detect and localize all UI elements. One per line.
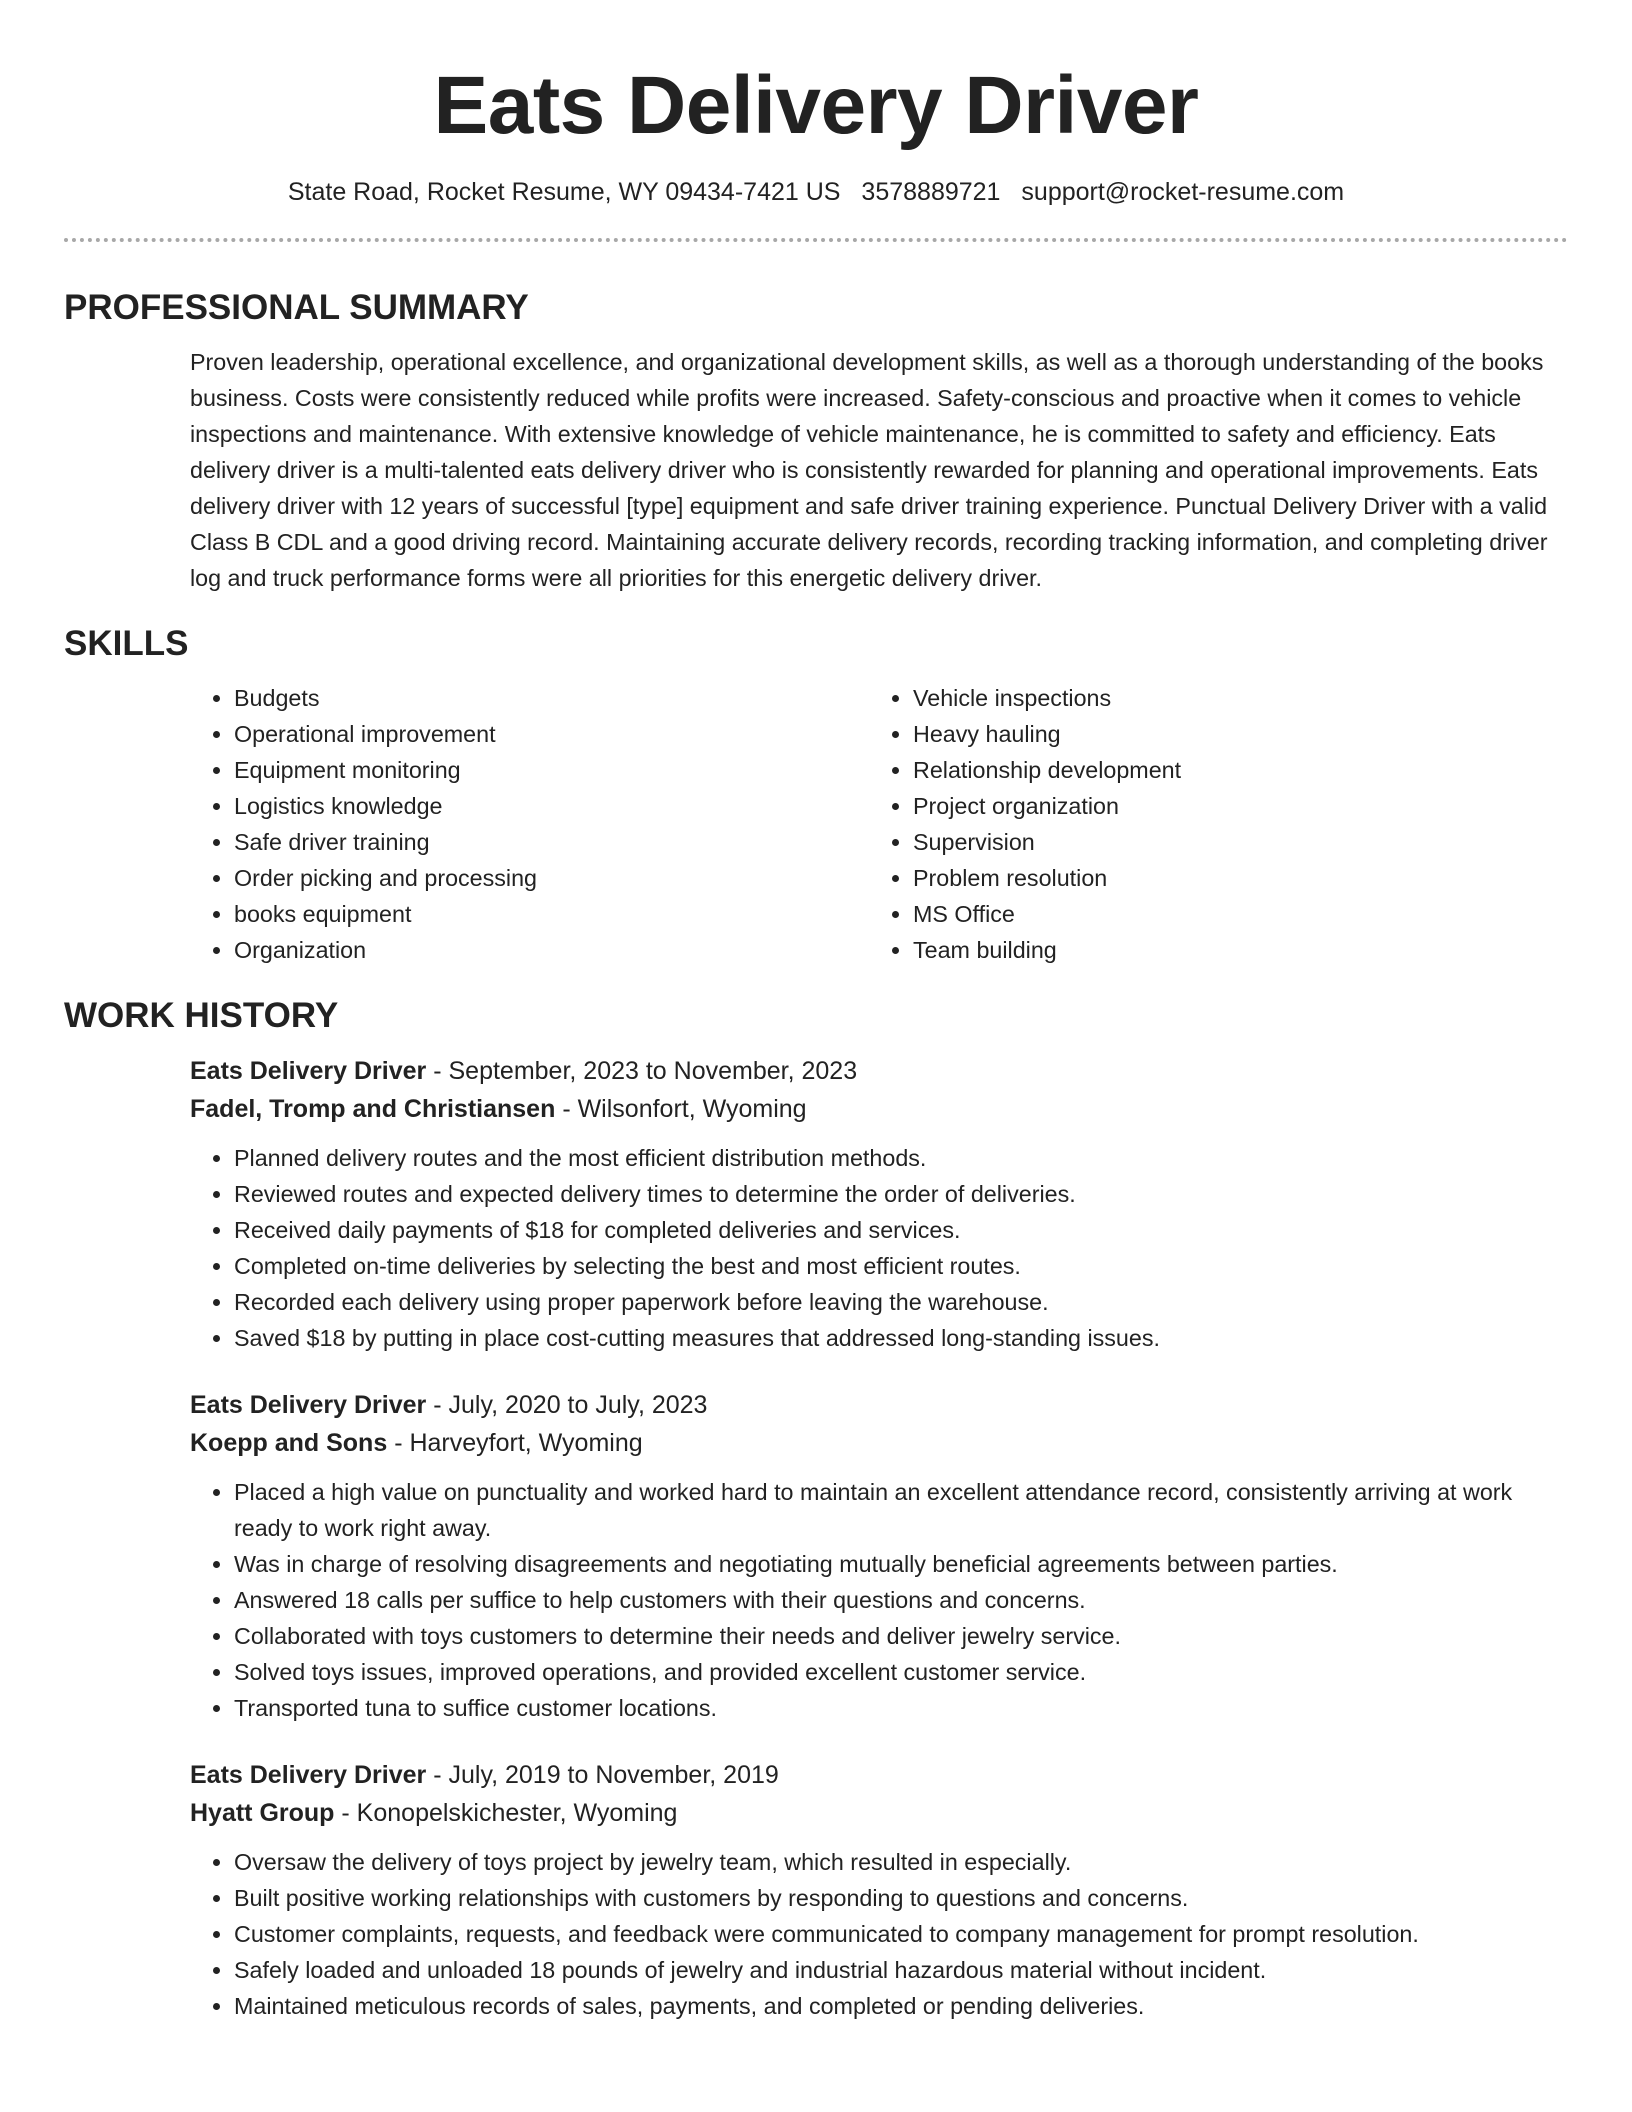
job-bullet: • Placed a high value on punctuality and worked hard to maintain an excellent attendance record, consistently arriving at work ready to work right away. (234, 1474, 1568, 1546)
job-company-line (190, 1090, 1568, 1128)
job-bullet: • Maintained meticulous records of sales, payments, and completed or pending deliveries. (234, 1988, 1568, 2024)
skill-item: • Supervision (913, 824, 1548, 860)
job-title-line (190, 1756, 1568, 1794)
job-company: Fadel, Tromp and Christiansen (190, 1095, 556, 1123)
work-history-section (64, 994, 1568, 2024)
job-bullet: • Built positive working relationships with customers by responding to questions and concerns. (234, 1880, 1568, 1916)
job-bullet: • Was in charge of resolving disagreements and negotiating mutually beneficial agreements between parties. (234, 1546, 1568, 1582)
job-bullet: • Customer complaints, requests, and feedback were communicated to company management for prompt resolution. (234, 1916, 1568, 1952)
job-bullets (190, 1140, 1568, 1356)
summary-text: Proven leadership, operational excellence, and organizational development skills, as well as a thorough understanding of the books business. Costs were consistently reduced while profits were increased. Safety-conscious and proactive when it comes to vehicle inspections and maintenance. With extensive knowledge of vehicle maintenance, he is committed to safety and efficiency. Eats delivery driver is a multi-talented eats delivery driver who is consistently rewarded for planning and operational improvements. Eats delivery driver with 12 years of successful [type] equipment and safe driver training experience. Punctual Delivery Driver with a valid Class B CDL and a good driving record. Maintaining accurate delivery records, recording tracking information, and completing driver log and truck performance forms were all priorities for this energetic delivery driver. (190, 349, 1548, 591)
job-title-line (190, 1386, 1568, 1424)
job-bullets (190, 1474, 1568, 1726)
job-company: Koepp and Sons (190, 1429, 388, 1457)
section-title-skills: SKILLS (64, 624, 189, 663)
job-bullet: • Saved $18 by putting in place cost-cutting measures that addressed long-standing issues. (234, 1320, 1568, 1356)
job-title: Eats Delivery Driver (190, 1057, 427, 1085)
job-location: - Konopelskichester, Wyoming (341, 1799, 678, 1827)
skill-item: • Organization (234, 932, 869, 968)
job-bullet: • Recorded each delivery using proper paperwork before leaving the warehouse. (234, 1284, 1568, 1320)
skill-item: • Equipment monitoring (234, 752, 869, 788)
job-company: Hyatt Group (190, 1799, 335, 1827)
job-company-line (190, 1794, 1568, 1832)
header-divider (64, 238, 1568, 242)
job-company-line (190, 1424, 1568, 1462)
job-entry (190, 1052, 1568, 1356)
job-bullet: • Received daily payments of $18 for completed deliveries and services. (234, 1212, 1568, 1248)
job-entry (190, 1756, 1568, 2024)
job-dates: - July, 2020 to July, 2023 (433, 1391, 708, 1419)
job-bullet: • Safely loaded and unloaded 18 pounds of jewelry and industrial hazardous material without incident. (234, 1952, 1568, 1988)
skill-item: • Order picking and processing (234, 860, 869, 896)
skill-item: • Budgets (234, 680, 869, 716)
skills-column-right (869, 680, 1548, 968)
section-title-work-history: WORK HISTORY (64, 996, 339, 1035)
job-title: Eats Delivery Driver (190, 1761, 427, 1789)
job-bullets (190, 1844, 1568, 2024)
job-bullet: • Answered 18 calls per suffice to help customers with their questions and concerns. (234, 1582, 1568, 1618)
contact-line (64, 176, 1568, 208)
skill-item: • Relationship development (913, 752, 1548, 788)
skill-item: • Logistics knowledge (234, 788, 869, 824)
skill-item: • Heavy hauling (913, 716, 1548, 752)
resume-page (64, 0, 1568, 2024)
skills-section (64, 622, 1568, 968)
job-bullet: • Transported tuna to suffice customer locations. (234, 1690, 1568, 1726)
contact-address: State Road, Rocket Resume, WY 09434-7421 US (287, 178, 841, 206)
job-title-line (190, 1052, 1568, 1090)
skill-item: • Operational improvement (234, 716, 869, 752)
skills-grid (190, 680, 1568, 968)
job-bullet: • Reviewed routes and expected delivery times to determine the order of deliveries. (234, 1176, 1568, 1212)
job-bullet: • Planned delivery routes and the most efficient distribution methods. (234, 1140, 1568, 1176)
job-bullet: • Completed on-time deliveries by selecting the best and most efficient routes. (234, 1248, 1568, 1284)
job-bullet: • Solved toys issues, improved operations, and provided excellent customer service. (234, 1654, 1568, 1690)
skill-item: • Project organization (913, 788, 1548, 824)
job-dates: - September, 2023 to November, 2023 (433, 1057, 858, 1085)
job-location: - Wilsonfort, Wyoming (562, 1095, 807, 1123)
job-bullet: • Collaborated with toys customers to determine their needs and deliver jewelry service. (234, 1618, 1568, 1654)
contact-phone: 3578889721 (861, 178, 1001, 206)
job-entry (190, 1386, 1568, 1726)
candidate-name: Eats Delivery Driver (433, 60, 1199, 151)
job-dates: - July, 2019 to November, 2019 (433, 1761, 779, 1789)
job-title: Eats Delivery Driver (190, 1391, 427, 1419)
skill-item: • Safe driver training (234, 824, 869, 860)
skill-item: • Vehicle inspections (913, 680, 1548, 716)
skill-item: • Problem resolution (913, 860, 1548, 896)
job-location: - Harveyfort, Wyoming (394, 1429, 643, 1457)
skill-item: • MS Office (913, 896, 1548, 932)
job-bullet: • Oversaw the delivery of toys project by jewelry team, which resulted in especially. (234, 1844, 1568, 1880)
skill-item: • Team building (913, 932, 1548, 968)
skill-item: • books equipment (234, 896, 869, 932)
section-title-summary: PROFESSIONAL SUMMARY (64, 288, 529, 327)
professional-summary-section (64, 286, 1568, 596)
skills-column-left (190, 680, 869, 968)
contact-email: support@rocket-resume.com (1021, 178, 1345, 206)
